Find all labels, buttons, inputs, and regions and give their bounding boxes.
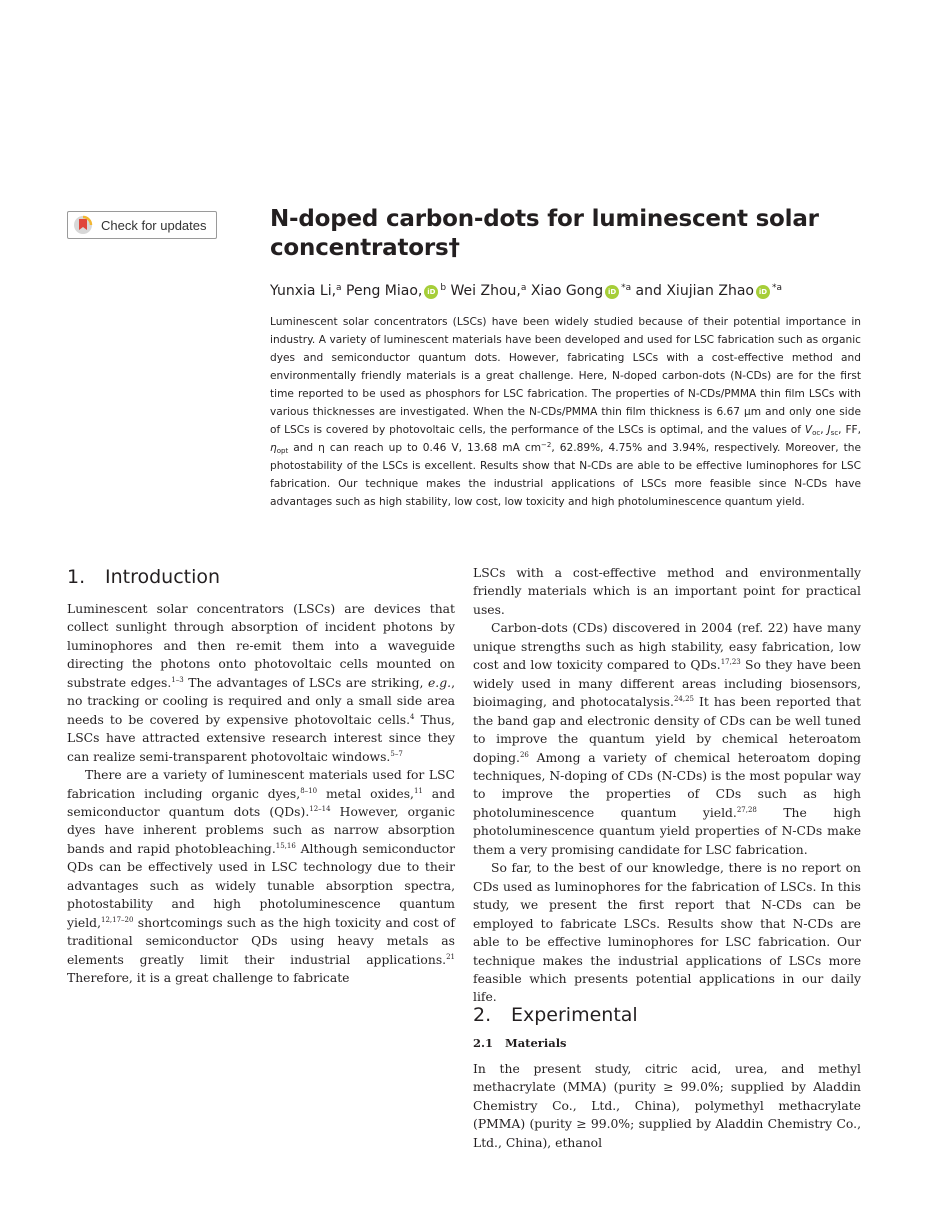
text: So they have been widely used in many different areas including biosensors, bioimaging, and photocatalysis. xyxy=(473,658,861,710)
text: The high photoluminescence quantum yield properties of N-CDs make them a very promising candidate for LSC fabrication. xyxy=(473,805,861,857)
section-heading-introduction xyxy=(67,566,220,588)
author-list xyxy=(270,277,910,302)
abstract-text: , FF, xyxy=(838,424,861,436)
text: shortcomings such as the high toxicity and cost of traditional semiconductor QDs using heavy metals as elements greatly limit their industrial applications. xyxy=(67,915,455,967)
check-for-updates-button[interactable] xyxy=(67,211,217,239)
abstract-symbol: η xyxy=(270,442,277,454)
orcid-icon[interactable]: iD xyxy=(756,285,770,299)
text: Carbon-dots (CDs) discovered in 2004 (ref. 22) have many unique strengths such as high stability, easy fabrication, low cost and low toxicity compared to QDs. xyxy=(473,621,861,673)
citation[interactable]: 5–7 xyxy=(390,749,403,758)
abstract: Luminescent solar concentrators (LSCs) have been widely studied because of their potential importance in industry. A variety of luminescent materials have been developed and used for LSC fabrication such as organic dyes and semiconductor quantum dots. However, fabricating LSCs with a cost-effective method and environmentally friendly materials is a great challenge. Here, N-doped carbon-dots (N-CDs) are for the first time reported to be used as phosphors for LSC fabrication. The properties of N-CDs/PMMA thin film LSCs with various thicknesses are investigated. When the N-CDs/PMMA thin film thickness is 6.67 μm and only one side of LSCs is covered by photovoltaic cells, the performance of the LSCs is optimal, and the values of $V_{oc}$, $J_{sc}$, FF, $\eta_{opt}$ and η can reach up to 0.46 V, 13.68 mA $cm^{-2}$, 62.89%, 4.75% and 3.94%, respectively. Moreover, the photostability of the LSCs is excellent. Results show that N-CDs are able to be effective luminophores for LSC fabrication. Our technique makes the industrial applications of LSCs more feasible since N-CDs have advantages such as high stability, low cost, low toxicity and high photoluminescence quantum yield. xyxy=(270,316,862,508)
text: Luminescent solar concentrators (LSCs) are devices that collect sunlight through absorption of incident photons by luminophores and then re-emit them into a waveguide directing the photons onto photovoltaic cells mounted on substrate edges. xyxy=(67,602,455,690)
abstract-text: and η can reach up to 0.46 V, 13.68 mA cm xyxy=(288,442,542,454)
citation[interactable]: 12–14 xyxy=(309,804,331,813)
text: metal oxides, xyxy=(317,786,414,801)
text: , no tracking or cooling is required and only a small side area needs to be covered by expensive photovoltaic cells. xyxy=(67,675,455,727)
abstract-symbol: J xyxy=(827,424,831,436)
abstract-subscript: opt xyxy=(276,447,289,455)
text: Among a variety of chemical heteroatom doping techniques, N-doping of CDs (N-CDs) is the most popular way to improve the properties of CDs such as high photoluminescence quantum yield. xyxy=(473,750,861,820)
author-name: Wei Zhou, xyxy=(450,283,521,299)
citation[interactable]: 24,25 xyxy=(673,695,694,704)
abstract-subscript: sc xyxy=(830,429,839,437)
author-affiliation: b xyxy=(440,283,447,293)
author-affiliation: *a xyxy=(771,283,782,293)
materials-column xyxy=(473,1060,861,1152)
abstract-text: , 62.89%, 4.75% and 3.94%, respectively. Moreover, the photostability of the LSCs is excellent. Results show that N-CDs are able to be effective luminophores for LSC fabrication. Our technique makes the industrial applications of LSCs more feasible since N-CDs have advantages such as high stability, low cost, low toxicity and high photoluminescence quantum yield. xyxy=(270,442,862,508)
paragraph: LSCs with a cost-effective method and environmentally friendly materials which is an important point for practical uses. xyxy=(473,566,861,617)
paragraph: So far, to the best of our knowledge, there is no report on CDs used as luminophores for the fabrication of LSCs. In this study, we present the first report that N-CDs can be employed to fabricate LSCs. Results show that N-CDs are able to be effective luminophores for LSC fabrication. Our technique makes the industrial applications of LSCs more feasible which presents potential applications in our daily life. xyxy=(473,861,861,1005)
author-name: and Xiujian Zhao xyxy=(635,283,754,299)
subsection-number: 2.1 xyxy=(473,1036,494,1050)
citation[interactable]: 17,23 xyxy=(720,658,741,667)
section-title: Experimental xyxy=(511,1004,638,1026)
text: There are a variety of luminescent materials used for LSC fabrication including organic dyes, xyxy=(67,768,455,801)
paragraph xyxy=(473,619,861,859)
citation[interactable]: 15,16 xyxy=(275,841,296,850)
left-column xyxy=(67,600,455,988)
text: Although semiconductor QDs can be effectively used in LSC technology due to their advantages such as widely tunable absorption spectra, photostability and high photoluminescence quantum yield, xyxy=(67,841,456,930)
author-name: Peng Miao, xyxy=(346,283,423,299)
check-for-updates-icon xyxy=(73,215,93,235)
abstract-text: Luminescent solar concentrators (LSCs) have been widely studied because of their potential importance in industry. A variety of luminescent materials have been developed and used for LSC fabrication such as organic dyes and semiconductor quantum dots. However, fabricating LSCs with a cost-effective method and environmentally friendly materials is a great challenge. Here, N-doped carbon-dots (N-CDs) are for the first time reported to be used as phosphors for LSC fabrication. The properties of N-CDs/PMMA thin film LSCs with various thicknesses are investigated. When the N-CDs/PMMA thin film thickness is 6.67 μm and only one side of LSCs is covered by photovoltaic cells, the performance of the LSCs is optimal, and the values of xyxy=(270,316,861,436)
abstract-superscript: −2 xyxy=(541,441,552,449)
text: The advantages of LSCs are striking, xyxy=(183,675,428,690)
citation[interactable]: 1–3 xyxy=(171,675,184,684)
text: Thus, LSCs have attracted extensive research interest since they can realize semi-transparent photovoltaic windows. xyxy=(67,712,455,764)
abstract-subscript: oc xyxy=(812,429,821,437)
section-heading-experimental xyxy=(473,1004,638,1026)
article-title: N-doped carbon-dots for luminescent solar concentrators† xyxy=(270,206,819,261)
subsection-heading-materials xyxy=(473,1036,567,1050)
right-column xyxy=(473,564,861,1007)
author-affiliation: a xyxy=(336,283,342,293)
text: However, organic dyes have inherent problems such as narrow absorption bands and rapid photobleaching. xyxy=(67,804,455,856)
subsection-title: Materials xyxy=(505,1036,567,1050)
paragraph xyxy=(67,600,455,766)
paragraph: In the present study, citric acid, urea, and methyl methacrylate (MMA) (purity ≥ 99.0%; supplied by Aladdin Chemistry Co., Ltd., China), polymethyl methacrylate (PMMA) (purity ≥ 99.0%; supplied by Aladdin Chemistry Co., Ltd., China), ethanol xyxy=(473,1062,861,1150)
citation[interactable]: 27,28 xyxy=(736,805,757,814)
author-name: Yunxia Li, xyxy=(270,283,337,299)
section-number: 2. xyxy=(473,1004,492,1026)
citation[interactable]: 8–10 xyxy=(300,786,318,795)
citation[interactable]: 21 xyxy=(446,952,455,961)
text: and semiconductor quantum dots (QDs). xyxy=(67,786,456,819)
citation[interactable]: 12,17–20 xyxy=(101,915,134,924)
abstract-symbol: V xyxy=(804,424,813,436)
text: e.g. xyxy=(428,675,452,690)
citation[interactable]: 4 xyxy=(410,712,415,721)
text: Therefore, it is a great challenge to fabricate xyxy=(67,971,350,986)
text: It has been reported that the band gap and electronic density of CDs can be well tuned to improve the quantum yield by chemical heteroatom doping. xyxy=(473,695,861,765)
orcid-icon[interactable]: iD xyxy=(424,285,438,299)
section-number: 1. xyxy=(67,566,86,588)
paragraph xyxy=(67,766,455,987)
author-affiliation: *a xyxy=(621,283,632,293)
citation[interactable]: 11 xyxy=(413,786,423,795)
citation[interactable]: 26 xyxy=(519,750,529,759)
author-affiliation: a xyxy=(520,283,527,293)
check-for-updates-label: Check for updates xyxy=(101,217,207,233)
orcid-icon[interactable]: iD xyxy=(605,285,619,299)
author-name: Xiao Gong xyxy=(530,283,604,299)
section-title: Introduction xyxy=(105,566,221,588)
